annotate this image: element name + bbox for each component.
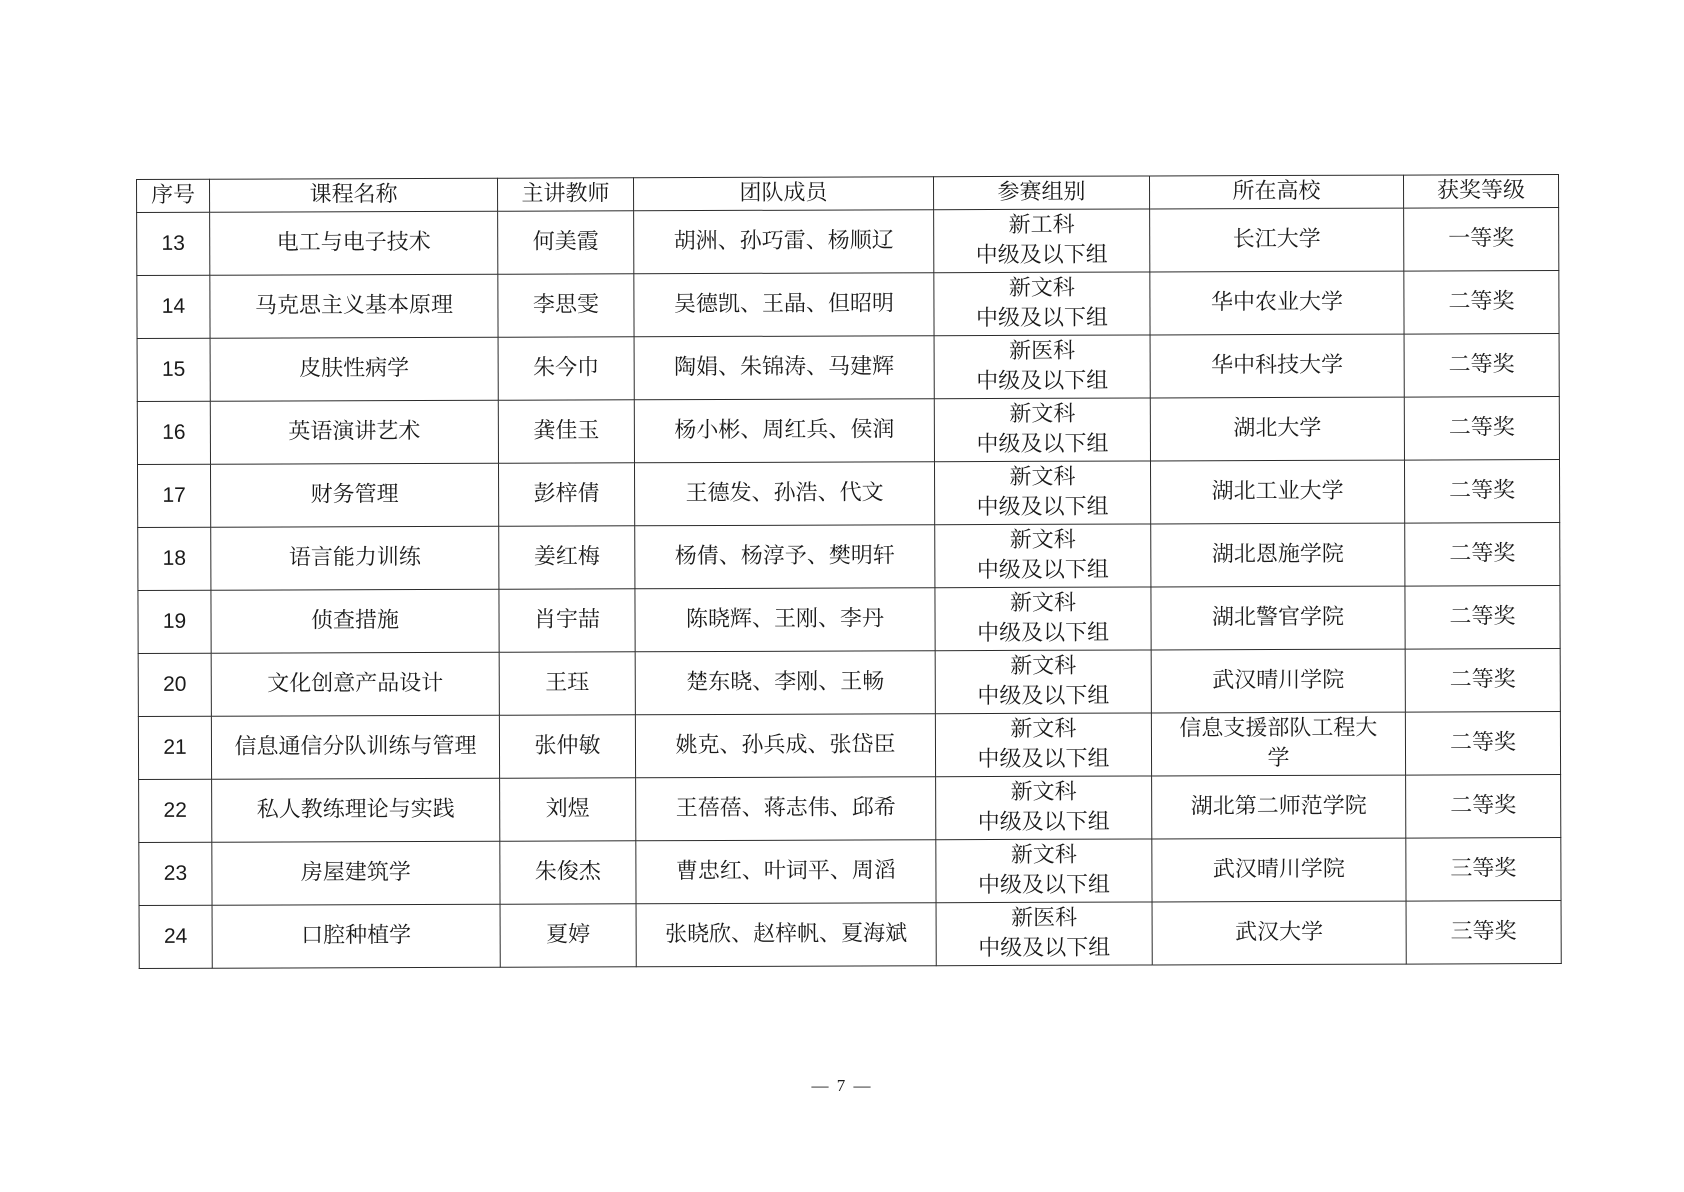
cell-award: 二等奖	[1404, 334, 1559, 398]
cell-school	[1150, 397, 1404, 461]
cell-group-line: 新文科	[1009, 401, 1076, 427]
cell-group-line: 新文科	[1010, 779, 1077, 805]
cell-school-line: 学	[1267, 745, 1290, 772]
cell-index: 15	[137, 338, 210, 401]
cell-group-line: 中级及以下组	[976, 557, 1109, 584]
cell-school-line: 武汉晴川学院	[1212, 667, 1345, 694]
header-group: 参赛组别	[933, 176, 1149, 210]
cell-index: 14	[137, 275, 210, 338]
cell-group-line: 中级及以下组	[977, 620, 1110, 647]
cell-group-line: 新文科	[1010, 716, 1077, 742]
cell-school-line: 华中科技大学	[1211, 352, 1344, 379]
cell-award: 二等奖	[1405, 649, 1560, 713]
table-row	[139, 901, 1561, 969]
cell-group-line: 新文科	[1010, 653, 1077, 679]
cell-school-line: 湖北工业大学	[1211, 478, 1344, 505]
header-award: 获奖等级	[1403, 175, 1558, 209]
cell-school-line: 长江大学	[1232, 226, 1321, 253]
table-row	[137, 334, 1559, 402]
cell-course: 英语演讲艺术	[210, 400, 498, 464]
cell-school	[1151, 712, 1405, 776]
cell-index: 24	[139, 905, 212, 968]
cell-group-line: 中级及以下组	[977, 809, 1110, 836]
cell-course: 房屋建筑学	[212, 841, 500, 905]
cell-course: 语言能力训练	[211, 526, 499, 590]
cell-group-line: 新医科	[1009, 338, 1076, 364]
cell-award: 二等奖	[1405, 586, 1560, 650]
cell-teacher: 李思雯	[498, 274, 634, 337]
cell-school-line: 武汉大学	[1235, 919, 1324, 946]
table-row	[138, 586, 1560, 654]
cell-index: 20	[138, 653, 211, 716]
cell-index: 18	[138, 527, 211, 590]
cell-school-line: 湖北恩施学院	[1211, 541, 1344, 568]
cell-group-line: 中级及以下组	[976, 431, 1109, 458]
header-school: 所在高校	[1149, 175, 1403, 209]
cell-team: 杨倩、杨淳予、樊明轩	[635, 525, 935, 589]
cell-team: 吴德凯、王晶、但昭明	[634, 273, 934, 337]
cell-school-line: 华中农业大学	[1210, 289, 1343, 316]
cell-teacher: 夏婷	[500, 904, 636, 967]
cell-group-line: 新工科	[1008, 212, 1075, 238]
cell-school	[1150, 334, 1404, 398]
cell-course: 皮肤性病学	[210, 337, 498, 401]
header-course: 课程名称	[210, 178, 498, 212]
cell-group	[934, 209, 1150, 273]
table-body	[137, 208, 1562, 969]
cell-group-line: 中级及以下组	[978, 935, 1111, 962]
cell-school	[1152, 901, 1406, 965]
cell-group	[934, 335, 1150, 399]
cell-school-line: 湖北第二师范学院	[1190, 793, 1367, 820]
cell-group	[936, 776, 1152, 840]
cell-course: 侦查措施	[211, 589, 499, 653]
cell-teacher: 姜红梅	[499, 526, 635, 589]
cell-team: 陶娟、朱锦涛、马建辉	[634, 336, 934, 400]
cell-school	[1150, 208, 1404, 272]
cell-team: 王德发、孙浩、代文	[634, 462, 934, 526]
cell-index: 17	[137, 464, 210, 527]
cell-group	[935, 713, 1151, 777]
cell-award: 二等奖	[1404, 397, 1559, 461]
cell-group	[935, 650, 1151, 714]
cell-group-line: 中级及以下组	[976, 494, 1109, 521]
cell-course: 财务管理	[210, 463, 498, 527]
cell-group-line: 中级及以下组	[977, 746, 1110, 773]
cell-school	[1152, 775, 1406, 839]
cell-group-line: 新文科	[1008, 275, 1075, 301]
cell-school-line: 信息支援部队工程大	[1179, 715, 1378, 742]
cell-course: 信息通信分队训练与管理	[211, 715, 499, 779]
table-row	[139, 838, 1561, 906]
cell-award: 三等奖	[1406, 838, 1561, 902]
cell-course: 电工与电子技术	[210, 211, 498, 275]
table-row	[137, 397, 1559, 465]
cell-school	[1151, 649, 1405, 713]
table-row	[137, 460, 1559, 528]
cell-team: 姚克、孙兵成、张岱臣	[635, 714, 935, 778]
cell-school	[1151, 586, 1405, 650]
cell-group-line: 中级及以下组	[977, 683, 1110, 710]
cell-group-line: 中级及以下组	[975, 242, 1108, 269]
cell-course: 口腔种植学	[212, 904, 500, 968]
cell-teacher: 彭梓倩	[498, 463, 634, 526]
cell-team: 胡洲、孙巧雷、杨顺辽	[634, 210, 934, 274]
cell-group-line: 中级及以下组	[977, 872, 1111, 899]
table-row	[138, 523, 1560, 591]
cell-award: 二等奖	[1405, 523, 1560, 587]
cell-group	[934, 461, 1150, 525]
cell-teacher: 王珏	[499, 652, 635, 715]
cell-group	[935, 524, 1151, 588]
cell-group-line: 中级及以下组	[976, 368, 1109, 395]
cell-school-line: 武汉晴川学院	[1212, 856, 1345, 883]
awards-table	[136, 174, 1562, 969]
cell-teacher: 朱俊杰	[500, 841, 636, 904]
cell-teacher: 何美霞	[498, 211, 634, 274]
cell-teacher: 肖宇喆	[499, 589, 635, 652]
cell-award: 二等奖	[1404, 271, 1559, 335]
cell-course: 马克思主义基本原理	[210, 274, 498, 338]
header-index: 序号	[137, 179, 210, 212]
cell-group-line: 新医科	[1011, 905, 1078, 931]
cell-school	[1151, 523, 1405, 587]
header-teacher: 主讲教师	[497, 178, 633, 211]
cell-course: 私人教练理论与实践	[212, 778, 500, 842]
cell-group	[934, 272, 1150, 336]
cell-school	[1150, 271, 1404, 335]
cell-teacher: 张仲敏	[499, 715, 635, 778]
cell-team: 张晓欣、赵梓帆、夏海斌	[636, 903, 936, 967]
cell-index: 13	[137, 212, 210, 275]
table-row	[138, 649, 1560, 717]
cell-group	[936, 902, 1152, 966]
cell-team: 王蓓蓓、蒋志伟、邱希	[636, 777, 936, 841]
cell-team: 楚东晓、李刚、王畅	[635, 651, 935, 715]
cell-course: 文化创意产品设计	[211, 652, 499, 716]
cell-group-line: 新文科	[1009, 590, 1077, 616]
cell-index: 22	[139, 779, 212, 842]
cell-award: 二等奖	[1404, 460, 1559, 524]
table-row	[139, 775, 1561, 843]
table-row	[137, 208, 1559, 276]
cell-group-line: 中级及以下组	[975, 305, 1109, 332]
cell-school-line: 湖北大学	[1233, 415, 1322, 442]
table-row	[137, 271, 1559, 339]
cell-award: 二等奖	[1405, 712, 1560, 776]
table-row	[138, 712, 1560, 780]
cell-award: 三等奖	[1406, 901, 1561, 965]
cell-school	[1150, 460, 1404, 524]
cell-team: 陈晓辉、王刚、李丹	[635, 588, 935, 652]
cell-group-line: 新文科	[1010, 842, 1077, 868]
cell-award: 二等奖	[1406, 775, 1561, 839]
cell-team: 杨小彬、周红兵、侯润	[634, 399, 934, 463]
cell-index: 16	[137, 401, 210, 464]
cell-group-line: 新文科	[1009, 527, 1076, 553]
cell-group	[936, 839, 1152, 903]
cell-award: 一等奖	[1404, 208, 1559, 272]
cell-group	[935, 587, 1151, 651]
cell-school	[1152, 838, 1406, 902]
page-number: — 7 —	[811, 1076, 873, 1095]
cell-group	[934, 398, 1150, 462]
cell-index: 23	[139, 842, 212, 905]
cell-teacher: 朱今巾	[498, 337, 634, 400]
cell-group-line: 新文科	[1009, 464, 1076, 490]
cell-index: 19	[138, 590, 211, 653]
cell-index: 21	[138, 716, 211, 779]
cell-team: 曹忠红、叶词平、周滔	[636, 840, 936, 904]
table-header-row	[137, 175, 1559, 213]
header-team: 团队成员	[633, 177, 933, 211]
cell-teacher: 刘煜	[500, 778, 636, 841]
cell-teacher: 龚佳玉	[498, 400, 634, 463]
cell-school-line: 湖北警官学院	[1211, 604, 1345, 631]
